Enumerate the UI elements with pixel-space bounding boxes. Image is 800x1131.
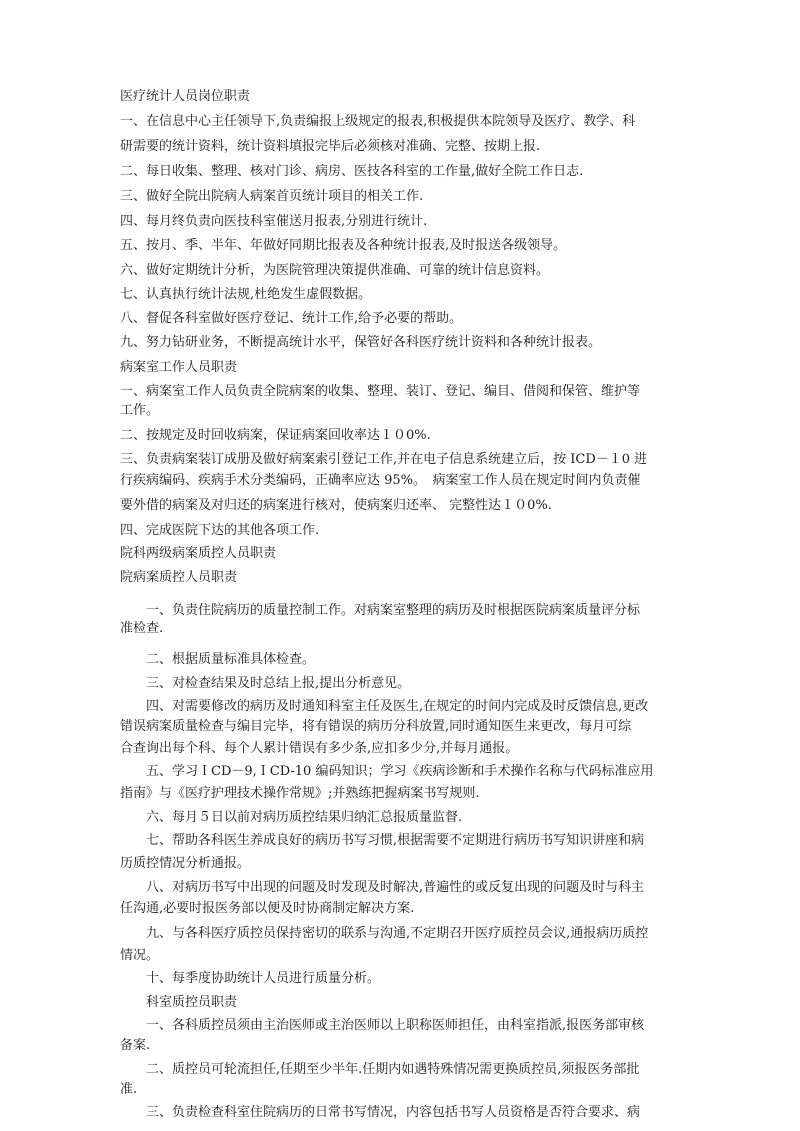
text-line: 指南》与《医疗护理技术操作常规》;并熟练把握病案书写规则. — [120, 786, 480, 801]
text-line: 四、每月终负责向医技科室催送月报表,分别进行统计. — [120, 214, 428, 229]
section-heading: 医疗统计人员岗位职责 — [120, 89, 251, 104]
text-line: 错误病案质量检查与编目完毕，将有错误的病历分科放置,同时通知医生来更改，每月可综 — [120, 719, 632, 734]
text-line: 六、每月５日以前对病历质控结果归纳汇总报质量监督. — [120, 810, 463, 825]
text-line: 准. — [120, 1082, 138, 1097]
text-line: 七、认真执行统计法规,杜绝发生虚假数据。 — [120, 287, 372, 302]
text-line: 一、各科质控员须由主治医师或主治医师以上职称医师担任，由科室指派,报医务部审核 — [120, 1018, 645, 1033]
text-line: 四、完成医院下达的其他各项工作. — [120, 523, 320, 538]
text-line: 九、努力钻研业务，不断提高统计水平，保管好各科医疗统计资料和各种统计报表。 — [120, 335, 602, 350]
text-line: 合查询出每个科、每个人累计错误有多少条,应扣多少分,并每月通报。 — [120, 741, 519, 756]
text-line: 八、对病历书写中出现的问题及时发现及时解决,普遍性的或反复出现的问题及时与科主 — [120, 880, 645, 895]
text-line: 备案. — [120, 1038, 151, 1053]
text-line: 研需要的统计资料，统计资料填报完毕后必须核对准确、完整、按期上报. — [120, 139, 541, 154]
text-line: 三、做好全院出院病人病案首页统计项目的相关工作. — [120, 189, 424, 204]
text-line: 五、学习ＩCD－9,ＩCD-10 编码知识；学习《疾病诊断和手术操作名称与代码标准应用 — [120, 764, 654, 779]
text-line: 历质控情况分析通报。 — [120, 856, 251, 871]
section-heading: 院科两级病案质控人员职责 — [120, 546, 277, 561]
text-line: 要外借的病案及对归还的病案进行核对，使病案归还率、 完整性达１０0%. — [120, 498, 552, 513]
text-line: 任沟通,必要时报医务部以便及时协商制定解决方案. — [120, 901, 415, 916]
text-line: 一、负责住院病历的质量控制工作。对病案室整理的病历及时根据医院病案质量评分标 — [120, 603, 641, 618]
text-line: 八、督促各科室做好医疗登记、统计工作,给予必要的帮助。 — [120, 311, 463, 326]
section-heading: 科室质控员职责 — [120, 995, 238, 1010]
text-line: 二、质控员可轮流担任,任期至少半年.任期内如遇特殊情况需更换质控员,须报医务部批 — [120, 1062, 640, 1077]
text-line: 准检查. — [120, 621, 164, 636]
text-line: 九、与各科医疗质控员保持密切的联系与沟通,不定期召开医疗质控员会议,通报病历质控 — [120, 926, 649, 941]
section-heading: 院病案质控人员职责 — [120, 570, 238, 585]
text-line: 情况。 — [120, 948, 160, 963]
text-line: 工作。 — [120, 403, 160, 418]
text-line: 二、按规定及时回收病案，保证病案回收率达１０0%. — [120, 428, 431, 443]
text-line: 三、负责病案装订成册及做好病案索引登记工作,并在电子信息系统建立后，按 ICD－１0 进 — [120, 452, 648, 467]
text-line: 三、对检查结果及时总结上报,提出分析意见。 — [120, 676, 411, 691]
text-line: 二、每日收集、整理、核对门诊、病房、医技各科室的工作量,做好全院工作日志. — [120, 164, 584, 179]
text-line: 七、帮助各科医生养成良好的病历书写习惯,根据需要不定期进行病历书写知识讲座和病 — [120, 833, 645, 848]
text-line: 一、在信息中心主任领导下,负责编报上级规定的报表,积极提供本院领导及医疗、教学、科 — [120, 114, 636, 129]
text-line: 一、病案室工作人员负责全院病案的收集、整理、装订、登记、编目、借阅和保管、维护等 — [120, 384, 641, 399]
section-heading: 病案室工作人员职责 — [120, 360, 238, 375]
text-line: 四、对需要修改的病历及时通知科室主任及医生,在规定的时间内完成及时反馈信息,更改 — [120, 699, 649, 714]
text-line: 六、做好定期统计分析，为医院管理决策提供准确、可靠的统计信息资料。 — [120, 263, 550, 278]
text-line: 十、每季度协助统计人员进行质量分析。 — [120, 971, 381, 986]
text-line: 五、按月、季、半年、年做好同期比报表及各种统计报表,及时报送各级领导。 — [120, 238, 567, 253]
text-line: 二、根据质量标准具体检查。 — [120, 652, 316, 667]
text-line: 三、负责检查科室住院病历的日常书写情况，内容包括书写人员资格是否符合要求、病 — [120, 1105, 641, 1120]
text-line: 行疾病编码、疾病手术分类编码，正确率应达 95%。 病案室工作人员在规定时间内负责催 — [120, 473, 641, 488]
